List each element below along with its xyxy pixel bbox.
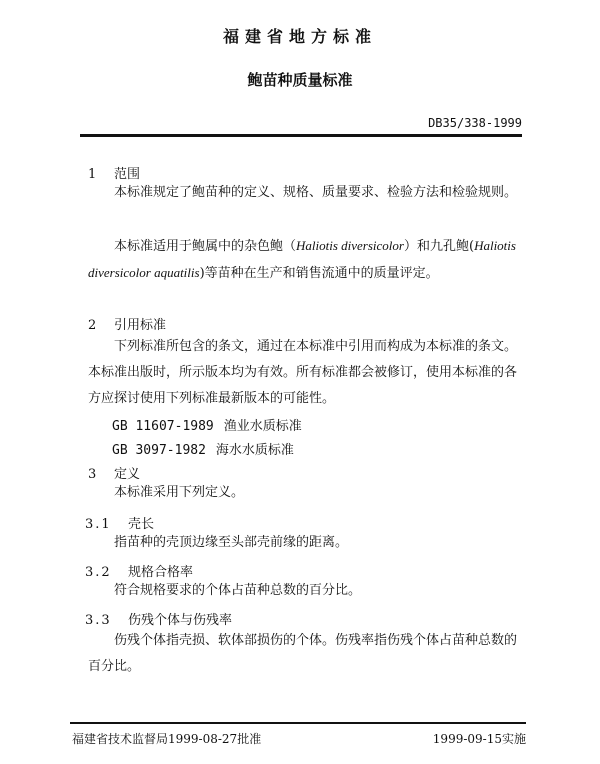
- section-1-paragraph-2: [88, 233, 528, 287]
- implementation-date: 1999-09-15实施: [432, 732, 526, 746]
- section-3-paragraph-1: 本标准采用下列定义。: [114, 485, 245, 500]
- subsection-number: 3.3: [85, 613, 112, 628]
- text: )等苗种在生产和销售流通中的质量评定。: [199, 266, 439, 281]
- standard-title: 鲍苗种质量标准: [247, 71, 353, 89]
- section-2-heading: [88, 314, 166, 333]
- reference-item: [112, 415, 302, 434]
- approval-note: 福建省技术监督局1999-08-27批准: [72, 732, 262, 746]
- bottom-divider: [70, 722, 526, 724]
- subsection-number: 3.1: [85, 517, 112, 532]
- subsection-3-2-text: 符合规格要求的个体占苗种总数的百分比。: [114, 583, 362, 598]
- subsection-title: 伤残个体与伤残率: [128, 613, 233, 628]
- section-number: 2: [88, 318, 97, 333]
- standard-code: DB35/338-1999: [428, 116, 522, 130]
- reference-name: 渔业水质标准: [223, 419, 302, 434]
- section-number: 1: [88, 167, 97, 182]
- subsection-3-1-text: 指苗种的壳顶边缘至头部壳前缘的距离。: [114, 535, 349, 550]
- subsection-3-3-text: 伤残个体指壳损、软体部损伤的个体。伤残率指伤残个体占苗种总数的百分比。: [88, 633, 518, 674]
- section-1-paragraph-1: 本标准规定了鲍苗种的定义、规格、质量要求、检验方法和检验规则。: [114, 185, 518, 200]
- subsection-3-3-heading: [85, 609, 232, 628]
- section-2-paragraph-1: 下列标准所包含的条文，通过在本标准中引用而构成为本标准的条文。本标准出版时，所示版本均为有效。所有标准都会被修订，使用本标准的各方应探讨使用下列标准最新版本的可能性。: [88, 339, 518, 406]
- text: ）和九孔鲍(: [403, 239, 475, 254]
- reference-item: [112, 439, 294, 458]
- text: 本标准适用于鲍属中的杂色鲍（: [114, 239, 297, 254]
- section-title: 范围: [114, 167, 141, 182]
- subsection-title: 规格合格率: [128, 565, 194, 580]
- latin-name: Haliotis diversicolor aquatilis: [88, 238, 516, 280]
- section-title: 引用标准: [114, 318, 167, 333]
- top-divider: [80, 134, 522, 137]
- reference-code: GB 11607-1989: [112, 419, 214, 434]
- subsection-number: 3.2: [85, 565, 112, 580]
- section-title: 定义: [114, 467, 141, 482]
- reference-code: GB 3097-1982: [112, 443, 206, 458]
- reference-name: 海水水质标准: [215, 443, 294, 458]
- header-title: 福建省地方标准: [222, 27, 377, 46]
- subsection-title: 壳长: [128, 517, 155, 532]
- latin-name: Haliotis diversicolor: [296, 238, 404, 253]
- section-number: 3: [88, 467, 97, 482]
